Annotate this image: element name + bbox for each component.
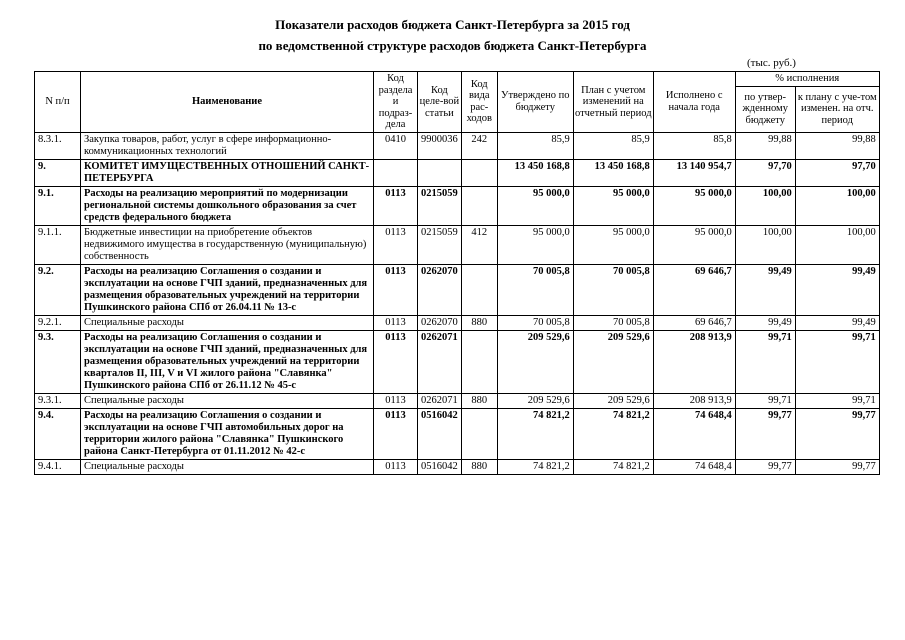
cell-approved: 209 529,6 [497, 393, 573, 408]
cell-statya [418, 159, 462, 186]
page-title [0, 14, 905, 56]
cell-approved: 74 821,2 [497, 459, 573, 474]
cell-num: 9. [35, 159, 81, 186]
table-row [35, 132, 880, 159]
table-row [35, 459, 880, 474]
cell-pct-plan: 99,49 [795, 315, 879, 330]
table-row [35, 264, 880, 315]
cell-pct-budget: 99,71 [735, 330, 795, 393]
cell-pct-budget: 100,00 [735, 225, 795, 264]
cell-razdel: 0113 [374, 459, 418, 474]
cell-pct-plan: 100,00 [795, 186, 879, 225]
cell-statya: 0262071 [418, 393, 462, 408]
cell-razdel: 0113 [374, 330, 418, 393]
cell-name: КОМИТЕТ ИМУЩЕСТВЕННЫХ ОТНОШЕНИЙ САНКТ-ПЕТЕРБУРГА [81, 159, 374, 186]
budget-table [34, 71, 880, 475]
units-label: (тыс. руб.) [747, 57, 796, 69]
cell-approved: 85,9 [497, 132, 573, 159]
cell-plan: 74 821,2 [573, 459, 653, 474]
cell-executed: 95 000,0 [653, 186, 735, 225]
cell-pct-plan: 99,77 [795, 408, 879, 459]
cell-pct-plan: 97,70 [795, 159, 879, 186]
cell-pct-budget: 99,49 [735, 264, 795, 315]
table-row [35, 330, 880, 393]
cell-vid [461, 330, 497, 393]
cell-vid: 880 [461, 315, 497, 330]
cell-statya: 0215059 [418, 225, 462, 264]
cell-pct-plan: 99,88 [795, 132, 879, 159]
table-row [35, 186, 880, 225]
cell-pct-budget: 99,88 [735, 132, 795, 159]
cell-approved: 74 821,2 [497, 408, 573, 459]
header-pct-plan: к плану с уче-том изменен. на отч. период [795, 86, 879, 132]
cell-approved: 70 005,8 [497, 264, 573, 315]
cell-executed: 208 913,9 [653, 393, 735, 408]
cell-pct-plan: 100,00 [795, 225, 879, 264]
cell-num: 9.4. [35, 408, 81, 459]
cell-vid: 880 [461, 459, 497, 474]
cell-executed: 85,8 [653, 132, 735, 159]
header-razdel: Код раздела и подраз-дела [374, 72, 418, 133]
cell-statya: 0215059 [418, 186, 462, 225]
cell-plan: 85,9 [573, 132, 653, 159]
cell-executed: 208 913,9 [653, 330, 735, 393]
cell-approved: 95 000,0 [497, 225, 573, 264]
header-pct-budget: по утвер-жденному бюджету [735, 86, 795, 132]
cell-plan: 95 000,0 [573, 186, 653, 225]
cell-approved: 70 005,8 [497, 315, 573, 330]
cell-razdel: 0113 [374, 186, 418, 225]
table-row [35, 159, 880, 186]
cell-plan: 74 821,2 [573, 408, 653, 459]
cell-num: 9.3.1. [35, 393, 81, 408]
cell-statya: 0262071 [418, 330, 462, 393]
cell-num: 9.1.1. [35, 225, 81, 264]
cell-razdel: 0113 [374, 315, 418, 330]
cell-pct-budget: 99,77 [735, 459, 795, 474]
cell-name: Расходы на реализацию Соглашения о создании и эксплуатации на основе ГЧП зданий, предназначенных для размещения образовательных учреждений на территории Пушкинского района СПб от 26.04.11 № 13-с [81, 264, 374, 315]
cell-approved: 95 000,0 [497, 186, 573, 225]
table-row [35, 315, 880, 330]
cell-executed: 74 648,4 [653, 408, 735, 459]
cell-vid [461, 408, 497, 459]
cell-name: Специальные расходы [81, 393, 374, 408]
cell-approved: 13 450 168,8 [497, 159, 573, 186]
header-approved: Утверждено по бюджету [497, 72, 573, 133]
cell-statya: 9900036 [418, 132, 462, 159]
cell-razdel: 0113 [374, 264, 418, 315]
cell-pct-budget: 100,00 [735, 186, 795, 225]
cell-vid: 880 [461, 393, 497, 408]
cell-razdel: 0113 [374, 393, 418, 408]
cell-pct-plan: 99,71 [795, 393, 879, 408]
cell-name: Бюджетные инвестиции на приобретение объектов недвижимого имущества в государственную (муниципальную) собственность [81, 225, 374, 264]
cell-num: 9.3. [35, 330, 81, 393]
cell-pct-plan: 99,77 [795, 459, 879, 474]
cell-vid [461, 159, 497, 186]
cell-plan: 13 450 168,8 [573, 159, 653, 186]
cell-statya: 0516042 [418, 459, 462, 474]
cell-name: Расходы на реализацию Соглашения о создании и эксплуатации на основе ГЧП автомобильных дорог на территории жилого района "Славянка" Пушкинского района Санкт-Петербурга от 01.11.2012 № 42-с [81, 408, 374, 459]
cell-plan: 70 005,8 [573, 315, 653, 330]
header-name: Наименование [81, 72, 374, 133]
cell-razdel: 0113 [374, 225, 418, 264]
cell-name: Закупка товаров, работ, услуг в сфере информационно-коммуникационных технологий [81, 132, 374, 159]
cell-razdel [374, 159, 418, 186]
cell-pct-budget: 97,70 [735, 159, 795, 186]
cell-vid [461, 186, 497, 225]
table-row [35, 225, 880, 264]
cell-plan: 209 529,6 [573, 330, 653, 393]
cell-pct-budget: 99,77 [735, 408, 795, 459]
cell-vid: 412 [461, 225, 497, 264]
cell-num: 9.2. [35, 264, 81, 315]
cell-num: 9.2.1. [35, 315, 81, 330]
cell-razdel: 0410 [374, 132, 418, 159]
cell-plan: 70 005,8 [573, 264, 653, 315]
cell-name: Расходы на реализацию Соглашения о создании и эксплуатации на основе ГЧП зданий, предназначенных для размещения образовательных учреждений на территории кварталов II, III, V и VI жилого района "Славянка" Пушкинского района СПб от 26.11.12 № 45-с [81, 330, 374, 393]
cell-approved: 209 529,6 [497, 330, 573, 393]
cell-vid: 242 [461, 132, 497, 159]
title-line-2: по ведомственной структуре расходов бюджета Санкт-Петербурга [258, 38, 647, 53]
header-plan: План с учетом изменений на отчетный период [573, 72, 653, 133]
header-statya: Код целе-вой статьи [418, 72, 462, 133]
cell-razdel: 0113 [374, 408, 418, 459]
cell-pct-budget: 99,71 [735, 393, 795, 408]
cell-plan: 209 529,6 [573, 393, 653, 408]
cell-num: 8.3.1. [35, 132, 81, 159]
cell-executed: 69 646,7 [653, 264, 735, 315]
cell-executed: 74 648,4 [653, 459, 735, 474]
header-num: N п/п [35, 72, 81, 133]
cell-executed: 13 140 954,7 [653, 159, 735, 186]
cell-pct-plan: 99,49 [795, 264, 879, 315]
cell-plan: 95 000,0 [573, 225, 653, 264]
cell-pct-budget: 99,49 [735, 315, 795, 330]
cell-num: 9.4.1. [35, 459, 81, 474]
table-row [35, 393, 880, 408]
table-row [35, 408, 880, 459]
cell-executed: 69 646,7 [653, 315, 735, 330]
cell-executed: 95 000,0 [653, 225, 735, 264]
cell-name: Расходы на реализацию мероприятий по модернизации региональной системы дошкольного образования за счет средств федерального бюджета [81, 186, 374, 225]
cell-vid [461, 264, 497, 315]
cell-statya: 0262070 [418, 315, 462, 330]
header-vid: Код вида рас-ходов [461, 72, 497, 133]
cell-name: Специальные расходы [81, 459, 374, 474]
cell-statya: 0262070 [418, 264, 462, 315]
cell-statya: 0516042 [418, 408, 462, 459]
cell-pct-plan: 99,71 [795, 330, 879, 393]
header-executed: Исполнено с начала года [653, 72, 735, 133]
header-percent-group: % исполнения [735, 72, 879, 87]
cell-name: Специальные расходы [81, 315, 374, 330]
title-line-1: Показатели расходов бюджета Санкт-Петербурга за 2015 год [275, 17, 630, 32]
cell-num: 9.1. [35, 186, 81, 225]
